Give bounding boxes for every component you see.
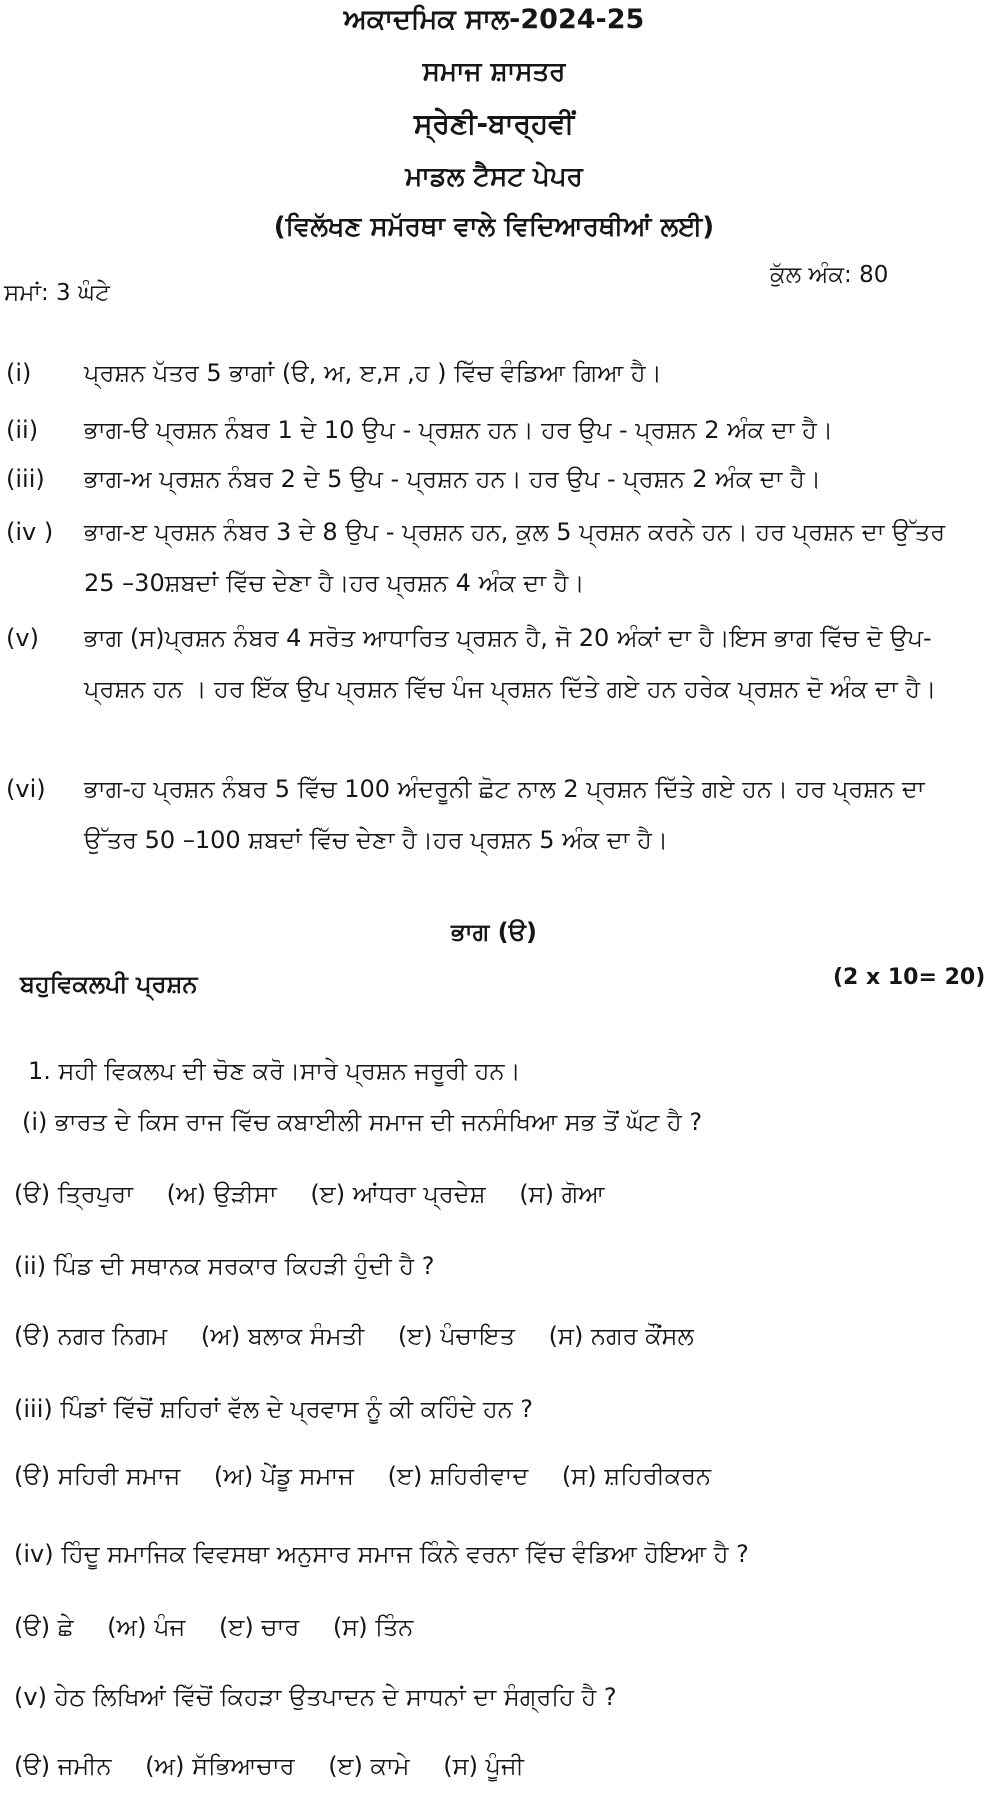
option: (ੳ) ਸਹਿਰੀ ਸਮਾਜ	[14, 1462, 181, 1490]
instruction-item	[6, 348, 981, 399]
options-row	[14, 1613, 439, 1641]
option: (ੳ) ਜਮੀਨ	[14, 1752, 112, 1780]
option: (ਅ) ਪੇਂਡੂ ਸਮਾਜ	[213, 1462, 354, 1490]
section-title: ਭਾਗ (ੳ)	[451, 918, 537, 946]
option: (ੲ) ਪੰਚਾਇਤ	[397, 1322, 515, 1350]
instruction-item	[6, 764, 981, 866]
option: (ਸ) ਤਿੰਨ	[332, 1613, 414, 1641]
total-marks-label: ਕੁੱਲ ਅੰਕ: 80	[770, 262, 889, 288]
option: (ਅ) ਸੱਭਿਆਚਾਰ	[145, 1752, 295, 1780]
option: (ਅ) ਪੰਜ	[107, 1613, 186, 1641]
sub-question: (v) ਹੇਠ ਲਿਖਿਆਂ ਵਿੱਚੋਂ ਕਿਹੜਾ ਉਤਪਾਦਨ ਦੇ ਸਾਧਨਾਂ ਦਾ ਸੰਗ੍ਰਹਿ ਹੈ ?	[14, 1683, 617, 1711]
instruction-item	[6, 613, 981, 715]
instruction-number: (iv )	[6, 518, 54, 546]
instruction-text: ਭਾਗ-ਹ ਪ੍ਰਸ਼ਨ ਨੰਬਰ 5 ਵਿੱਚ 100 ਅੰਦਰੂਨੀ ਛੋਟ ਨਾਲ 2 ਪ੍ਰਸ਼ਨ ਦਿੱਤੇ ਗਏ ਹਨ। ਹਰ ਪ੍ਰਸ਼ਨ ਦਾ ਉੱਤਰ 50 –100 ਸ਼ਬਦਾਂ ਵਿੱਚ ਦੇਣਾ ਹੈ।ਹਰ ਪ੍ਰਸ਼ਨ 5 ਅੰਕ ਦਾ ਹੈ।	[84, 775, 925, 854]
paper-type-heading: ਮਾਡਲ ਟੈਸਟ ਪੇਪਰ	[405, 162, 583, 192]
instruction-number: (ii)	[6, 416, 39, 444]
sub-question: (i) ਭਾਰਤ ਦੇ ਕਿਸ ਰਾਜ ਵਿੱਚ ਕਬਾਈਲੀ ਸਮਾਜ ਦੀ ਜਨਸੰਖਿਆ ਸਭ ਤੋਂ ਘੱਟ ਹੈ ?	[22, 1108, 703, 1136]
option: (ਅ) ਉੜੀਸਾ	[166, 1180, 277, 1208]
options-row	[14, 1180, 630, 1208]
instruction-text: ਭਾਗ-ਅ ਪ੍ਰਸ਼ਨ ਨੰਬਰ 2 ਦੇ 5 ਉਪ - ਪ੍ਰਸ਼ਨ ਹਨ। ਹਰ ਉਪ - ਪ੍ਰਸ਼ਨ 2 ਅੰਕ ਦਾ ਹੈ।	[84, 465, 822, 493]
instruction-number: (iii)	[6, 465, 45, 493]
academic-year-heading: ਅਕਾਦਮਿਕ ਸਾਲ-2024-25	[343, 4, 645, 35]
audience-heading: (ਵਿਲੱਖਣ ਸਮੱਰਥਾ ਵਾਲੇ ਵਿਦਿਆਰਥੀਆਂ ਲਈ)	[273, 212, 715, 242]
option: (ੲ) ਆਂਧਰਾ ਪ੍ਰਦੇਸ਼	[310, 1180, 486, 1208]
section-subtitle: ਬਹੁਵਿਕਲਪੀ ਪ੍ਰਸ਼ਨ	[20, 970, 198, 998]
option: (ੲ) ਕਾਮੇ	[328, 1752, 410, 1780]
option: (ੳ) ਛੇ	[14, 1613, 74, 1641]
option: (ੳ) ਤ੍ਰਿਪੁਰਾ	[14, 1180, 133, 1208]
option: (ਸ) ਪੂੰਜੀ	[443, 1752, 524, 1780]
option: (ਸ) ਗੋਆ	[519, 1180, 605, 1208]
instruction-text: ਪ੍ਰਸ਼ਨ ਪੱਤਰ 5 ਭਾਗਾਂ (ੳ, ਅ, ੲ,ਸ ,ਹ ) ਵਿੱਚ ਵੰਡਿਆ ਗਿਆ ਹੈ।	[84, 359, 662, 387]
subject-heading: ਸਮਾਜ ਸ਼ਾਸਤਰ	[422, 57, 566, 87]
sub-question: (iii) ਪਿੰਡਾਂ ਵਿੱਚੋਂ ਸ਼ਹਿਰਾਂ ਵੱਲ ਦੇ ਪ੍ਰਵਾਸ ਨੂੰ ਕੀ ਕਹਿੰਦੇ ਹਨ ?	[14, 1395, 534, 1423]
instruction-number: (i)	[6, 359, 32, 387]
options-row	[14, 1752, 550, 1780]
question-prompt: 1. ਸਹੀ ਵਿਕਲਪ ਦੀ ਚੋਣ ਕਰੋ।ਸਾਰੇ ਪ੍ਰਸ਼ਨ ਜਰੂਰੀ ਹਨ।	[28, 1057, 521, 1085]
instruction-number: (vi)	[6, 775, 46, 803]
option: (ਸ) ਸ਼ਹਿਰੀਕਰਨ	[561, 1462, 712, 1490]
instruction-item	[6, 454, 981, 505]
sub-question: (ii) ਪਿੰਡ ਦੀ ਸਥਾਨਕ ਸਰਕਾਰ ਕਿਹੜੀ ਹੁੰਦੀ ਹੈ ?	[14, 1252, 435, 1280]
instruction-item	[6, 405, 981, 456]
instruction-item	[6, 507, 981, 609]
instruction-text: ਭਾਗ-ੳ ਪ੍ਰਸ਼ਨ ਨੰਬਰ 1 ਦੇ 10 ਉਪ - ਪ੍ਰਸ਼ਨ ਹਨ। ਹਰ ਉਪ - ਪ੍ਰਸ਼ਨ 2 ਅੰਕ ਦਾ ਹੈ।	[84, 416, 834, 444]
option: (ਸ) ਨਗਰ ਕੌਂਸਲ	[548, 1322, 694, 1350]
class-heading: ਸ੍ਰੇਣੀ-ਬਾਰ੍ਹਵੀਂ	[413, 107, 575, 140]
options-row	[14, 1322, 720, 1350]
instruction-text: ਭਾਗ (ਸ)ਪ੍ਰਸ਼ਨ ਨੰਬਰ 4 ਸਰੋਤ ਆਧਾਰਿਤ ਪ੍ਰਸ਼ਨ ਹੈ, ਜੋ 20 ਅੰਕਾਂ ਦਾ ਹੈ।ਇਸ ਭਾਗ ਵਿੱਚ ਦੋ ਉਪ- ਪ੍ਰਸ਼ਨ ਹਨ । ਹਰ ਇੱਕ ਉਪ ਪ੍ਰਸ਼ਨ ਵਿੱਚ ਪੰਜ ਪ੍ਰਸ਼ਨ ਦਿੱਤੇ ਗਏ ਹਨ ਹਰੇਕ ਪ੍ਰਸ਼ਨ ਦੋ ਅੰਕ ਦਾ ਹੈ।	[84, 624, 937, 703]
instruction-text: ਭਾਗ-ੲ ਪ੍ਰਸ਼ਨ ਨੰਬਰ 3 ਦੇ 8 ਉਪ - ਪ੍ਰਸ਼ਨ ਹਨ, ਕੁਲ 5 ਪ੍ਰਸ਼ਨ ਕਰਨੇ ਹਨ। ਹਰ ਪ੍ਰਸ਼ਨ ਦਾ ਉੱਤਰ 25 –30ਸ਼ਬਦਾਂ ਵਿੱਚ ਦੇਣਾ ਹੈ।ਹਰ ਪ੍ਰਸ਼ਨ 4 ਅੰਕ ਦਾ ਹੈ।	[84, 518, 946, 597]
instruction-number: (v)	[6, 624, 39, 652]
time-label: ਸਮਾਂ: 3 ਘੰਟੇ	[4, 280, 110, 306]
option: (ੲ) ਸ਼ਹਿਰੀਵਾਦ	[387, 1462, 529, 1490]
option: (ਅ) ਬਲਾਕ ਸੰਮਤੀ	[200, 1322, 365, 1350]
sub-question: (iv) ਹਿੰਦੂ ਸਮਾਜਿਕ ਵਿਵਸਥਾ ਅਨੁਸਾਰ ਸਮਾਜ ਕਿੰਨੇ ਵਰਨਾ ਵਿੱਚ ਵੰਡਿਆ ਹੋਇਆ ਹੈ ?	[14, 1540, 749, 1568]
option: (ੳ) ਨਗਰ ਨਿਗਮ	[14, 1322, 168, 1350]
section-marks: (2 x 10= 20)	[833, 965, 986, 990]
options-row	[14, 1462, 737, 1490]
option: (ੲ) ਚਾਰ	[218, 1613, 300, 1641]
